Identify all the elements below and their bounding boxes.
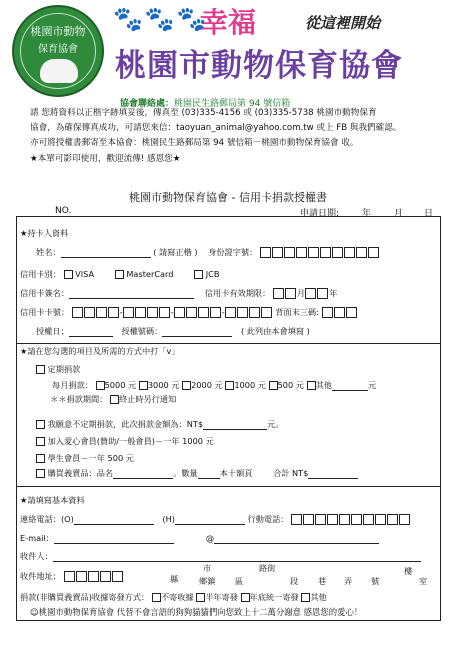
card-number-boxes[interactable]: - - - — [72, 307, 273, 317]
auth-code-label: 授權號碼： — [121, 326, 163, 336]
period-label: ＊＊捐款期間： — [50, 394, 108, 404]
id-boxes[interactable] — [260, 247, 380, 257]
intro-line2: 協會，為確保傳真成功，可請您來信：taoyuan_animal@yahoo.com.tw 或上 FB 與我們確認。 — [30, 123, 402, 133]
expiry-year-box[interactable] — [305, 288, 316, 299]
date-month: 月 — [394, 209, 404, 219]
section-donation-heading: ★請在您勾選的項目及所需的方式中打「v」 — [20, 346, 180, 356]
receipt-row — [20, 592, 327, 603]
intro-line4: ★本單可影印使用，歡迎流傳! 感恩您★ — [30, 154, 181, 164]
office-phone-field[interactable] — [74, 515, 154, 525]
total-label: 合計 NT$ — [273, 468, 309, 478]
date-year: 年 — [362, 209, 372, 219]
office-phone-label: 連絡電話：(O) — [20, 514, 74, 524]
contact-address: 桃園民生路郵局第 94 號信箱 — [174, 99, 291, 109]
item-name-field[interactable] — [113, 469, 173, 479]
student-row — [36, 453, 134, 464]
purchase-label: 購買義賣品：品名 — [47, 468, 114, 478]
name-row — [36, 247, 380, 258]
amount-5000-checkbox[interactable] — [96, 381, 105, 390]
amount-other-label: 其他 — [315, 380, 332, 390]
amount-2000-label: 2000 元 — [191, 380, 223, 390]
happiness-heading: 幸福 — [200, 6, 257, 39]
qty-label: 。數量 — [173, 468, 198, 478]
card-type-row — [20, 269, 219, 280]
regular-donation-row — [36, 364, 80, 375]
regular-donation-label: 定期捐款 — [47, 364, 81, 374]
amount-3000-label: 3000 元 — [147, 380, 180, 390]
cvv-label: 背面末三碼: — [275, 307, 319, 317]
receipt-none-checkbox[interactable] — [152, 593, 161, 602]
address-row — [20, 571, 124, 582]
contact-label: 協會聯絡處： — [120, 99, 175, 109]
addr-part-district: 區 — [235, 576, 244, 586]
total-field[interactable] — [308, 469, 358, 479]
cvv-boxes[interactable] — [322, 307, 358, 317]
receipt-none-label: 不寄收據 — [160, 592, 194, 602]
divider — [16, 486, 441, 487]
addr-part-section: 段 — [290, 576, 299, 586]
section-cardholder-heading: ★持卡人資料 — [20, 228, 69, 238]
jcb-checkbox[interactable] — [194, 270, 203, 279]
addr-part-room: 室 — [419, 576, 428, 586]
zip-boxes[interactable] — [64, 571, 124, 581]
card-number-label: 信用卡卡號： — [20, 307, 70, 317]
name-field[interactable] — [61, 248, 151, 258]
period-row — [50, 394, 176, 405]
amount-yuan-label: 元 — [367, 380, 377, 390]
expiry-month-box[interactable] — [273, 288, 284, 299]
home-phone-label: (H) — [162, 514, 175, 524]
logo-line1: 桃園市動物 — [30, 25, 86, 38]
authorization-row — [36, 326, 310, 337]
email-domain-field[interactable] — [214, 534, 379, 544]
logo-line2: 保育協會 — [38, 44, 78, 55]
member-label: 加入愛心會員(贊助/一般會員)－一年 1000 元 — [47, 436, 214, 446]
divider — [16, 343, 441, 344]
email-at: @ — [205, 533, 215, 543]
section-basic-info-heading: ★請填寫基本資料 — [20, 495, 85, 505]
receipt-half-year-label: 半年寄發 — [205, 592, 238, 602]
expiry-year-box[interactable] — [317, 288, 328, 299]
slogan: 從這裡開始 — [305, 14, 381, 32]
period-checkbox[interactable] — [110, 395, 119, 404]
addr-part-number: 號 — [371, 576, 380, 586]
amount-other-field[interactable] — [332, 381, 368, 391]
card-number-row — [20, 307, 358, 318]
id-label: 身份證字號： — [208, 247, 258, 257]
addr-part-road: 路街 — [259, 563, 276, 573]
name-label: 姓名： — [36, 247, 61, 257]
amount-1000-label: 1000 元 — [234, 380, 266, 390]
signature-label: 信用卡簽名： — [20, 288, 70, 298]
apply-date-label: 申請日期: — [300, 209, 340, 219]
addr-part-city: 市 — [203, 563, 212, 573]
signature-row — [20, 288, 337, 299]
expiry-month-label: 月 — [296, 288, 306, 298]
signature-field[interactable] — [69, 289, 194, 299]
recipient-label: 收件人： — [20, 551, 53, 561]
addr-part-alley: 弄 — [344, 576, 353, 586]
expiry-year-label: 年 — [329, 288, 338, 298]
footer-thanks: ☺桃園市動物保育協會 代替不會言語的狗狗貓貓們向您致上十二萬分謝意 感恩您的愛心！ — [30, 607, 363, 617]
intro-line3: 亦可將授權書郵寄至本協會：桃園民生路郵局第 94 號信箱－桃園市動物保育協會 收。 — [30, 138, 359, 148]
monthly-label: 每月捐款： — [52, 380, 93, 390]
visa-checkbox[interactable] — [64, 270, 73, 279]
intro-line1: 請 您將資料以正楷字跡填妥後，傳真至 (03)335-4156 或 (03)335-5738 桃園市動物保育 — [30, 108, 377, 118]
one-time-amount-field[interactable] — [203, 420, 267, 430]
receipt-year-end-checkbox[interactable] — [241, 593, 250, 602]
email-row — [20, 533, 379, 544]
receipt-year-end-label: 年底統一寄發 — [249, 592, 299, 602]
email-label: E-mail： — [20, 533, 54, 543]
date-day: 日 — [424, 209, 434, 219]
auth-code-field[interactable] — [162, 327, 232, 337]
mastercard-checkbox[interactable] — [115, 270, 124, 279]
addr-part-floor: 樓 — [404, 566, 413, 576]
monthly-row — [52, 380, 376, 391]
purchase-checkbox[interactable] — [36, 469, 45, 478]
amount-500-checkbox[interactable] — [269, 381, 278, 390]
email-user-field[interactable] — [54, 534, 174, 544]
association-logo — [12, 5, 104, 97]
jcb-label: JCB — [205, 269, 220, 279]
amount-2000-checkbox[interactable] — [182, 381, 191, 390]
one-time-label: 我願意不定期捐款，此次捐款金額為：NT$ — [47, 419, 204, 429]
form-title: 桃園市動物保育協會 - 信用卡捐款授權書 — [129, 191, 327, 204]
addr-part-lane: 巷 — [318, 576, 327, 586]
mobile-boxes[interactable] — [291, 514, 411, 524]
recipient-field[interactable] — [53, 552, 421, 562]
page-title: 桃園市動物保育協會 — [115, 48, 403, 84]
unit-label: 本十額頁 — [219, 468, 253, 478]
amount-3000-checkbox[interactable] — [139, 381, 148, 390]
receipt-label: 捐款(非購買義賣品)收據寄發方式： — [20, 592, 150, 602]
paw-prints-icon: 🐾🐾🐾 — [113, 5, 209, 33]
auth-date-field[interactable] — [69, 327, 113, 337]
addr-part-township: 鄉鎮 — [199, 576, 216, 586]
mobile-label: 行動電話： — [247, 514, 289, 524]
member-checkbox[interactable] — [36, 437, 45, 446]
addr-part-county: 縣 — [170, 574, 179, 584]
amount-5000-label: 5000 元 — [104, 380, 137, 390]
amount-1000-checkbox[interactable] — [225, 381, 234, 390]
receipt-half-year-checkbox[interactable] — [196, 593, 205, 602]
receipt-other-label: 其他 — [310, 592, 327, 602]
amount-500-label: 500 元 — [277, 380, 304, 390]
card-type-label: 信用卡別： — [20, 269, 61, 279]
qty-field[interactable] — [198, 469, 220, 479]
student-label: 學生會員－一年 500 元 — [47, 453, 134, 463]
address-label: 收件地址： — [20, 571, 61, 581]
auth-date-label: 授權日： — [36, 326, 69, 336]
expiry-label: 信用卡有效期限： — [204, 288, 271, 298]
form-no-label: NO. — [55, 206, 72, 216]
student-checkbox[interactable] — [36, 454, 45, 463]
recipient-row — [20, 551, 421, 562]
home-phone-field[interactable] — [175, 515, 245, 525]
name-note: ( 請寫正楷 ) — [153, 247, 198, 257]
regular-donation-checkbox[interactable] — [36, 365, 45, 374]
visa-label: VISA — [75, 269, 95, 279]
period-option-label: 終止時另行通知 — [118, 394, 177, 404]
phone-row — [20, 514, 411, 525]
amount-other-checkbox[interactable] — [307, 381, 316, 390]
purchase-row — [36, 468, 358, 479]
member-row — [36, 436, 214, 447]
one-time-yuan: 元。 — [267, 419, 284, 429]
cat-dog-icon — [40, 59, 78, 83]
receipt-other-checkbox[interactable] — [301, 593, 310, 602]
auth-note: ( 此列由本會填寫 ) — [240, 326, 310, 336]
one-time-row — [36, 419, 284, 430]
expiry-month-box[interactable] — [285, 288, 296, 299]
mastercard-label: MasterCard — [126, 269, 174, 279]
one-time-checkbox[interactable] — [36, 420, 45, 429]
